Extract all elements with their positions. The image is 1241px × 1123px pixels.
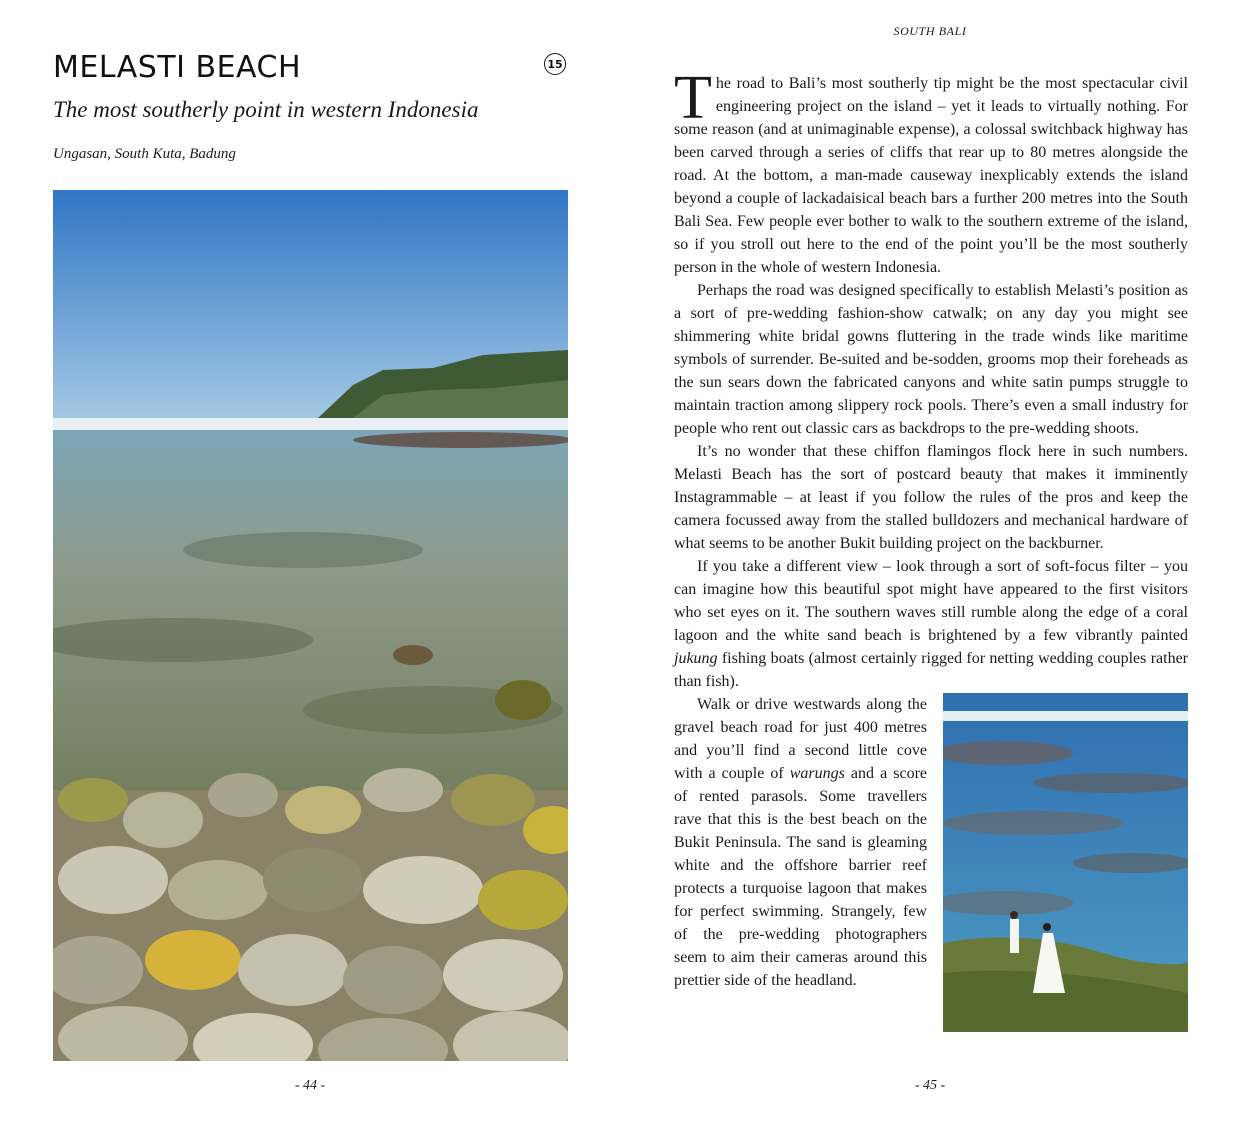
paragraph-1: The road to Bali’s most southerly tip might be the most spectacular civil engineering project on the island – yet it leads to virtually nothing. For some reason (and at unimaginable expense), a colossal switchback highway has been carved through a series of cliffs that rear up to 80 metres alongside the road. At the bottom, a man-made causeway inexplicably extends the island beyond a couple of lackadaisical beach bars a further 200 metres into the South Bali Sea. Few people ever bother to walk to the southern extreme of the island, so if you stroll out here to the end of the point you’ll be the most southerly person in the whole of western Indonesia. bbox=[674, 64, 1188, 276]
page-number: - 45 - bbox=[914, 1078, 946, 1093]
entry-number-badge: 15 bbox=[544, 53, 566, 75]
page-subtitle: The most southerly point in western Indonesia bbox=[53, 97, 479, 122]
running-head: SOUTH BALI bbox=[893, 24, 967, 38]
coastline-photo bbox=[53, 190, 568, 1061]
page-number: - 44 - bbox=[294, 1078, 326, 1093]
left-page bbox=[0, 0, 620, 1123]
page-title: MELASTI BEACH bbox=[53, 50, 302, 85]
article-body bbox=[674, 64, 1188, 1032]
right-page bbox=[620, 0, 1241, 1123]
location-line: Ungasan, South Kuta, Badung bbox=[53, 146, 236, 162]
paragraph-2: Perhaps the road was designed specifically to establish Melasti’s position as a sort of pre-wedding fashion-show catwalk; on any day you might see shimmering white bridal gowns fluttering in the trade winds like maritime symbols of surrender. Be-suited and be-sodden, grooms mop their foreheads as the sun sears down the fabricated canyons and white satin pumps struggle to maintain traction among slippery rock pools. There’s even a small industry for people who rent out classic cars as backdrops to the pre-wedding shoots. bbox=[674, 282, 1188, 437]
wedding-couple-photo bbox=[943, 693, 1188, 1032]
drop-cap: T bbox=[674, 64, 712, 132]
paragraph-4: If you take a different view – look through a sort of soft-focus filter – you can imagine how this beautiful spot might have appeared to the first visitors who set eyes on it. The southern waves still rumble along the edge of a coral lagoon and the white sand beach is brightened by a few vibrantly painted jukung fishing boats (almost certainly rigged for netting wedding couples rather than fish). bbox=[674, 558, 1188, 690]
paragraph-5: Walk or drive westwards along the gravel beach road for just 400 metres and you’ll find a second little cove with a couple of warungs and a score of rented parasols. Some travellers rave that this is the best beach on the Bukit Peninsula. The sand is gleaming white and the offshore barrier reef protects a turquoise lagoon that makes for perfect swimming. Strangely, few of the pre-wedding photographers seem to aim their cameras around this prettier side of the headland. bbox=[674, 696, 927, 989]
paragraph-3: It’s no wonder that these chiffon flamingos flock here in such numbers. Melasti Beach has the sort of postcard beauty that makes it imminently Instagrammable – at least if you follow the rules of the pros and keep the camera focussed away from the stalled bulldozers and mechanical hardware of what seems to be another Bukit building project on the backburner. bbox=[674, 443, 1188, 552]
